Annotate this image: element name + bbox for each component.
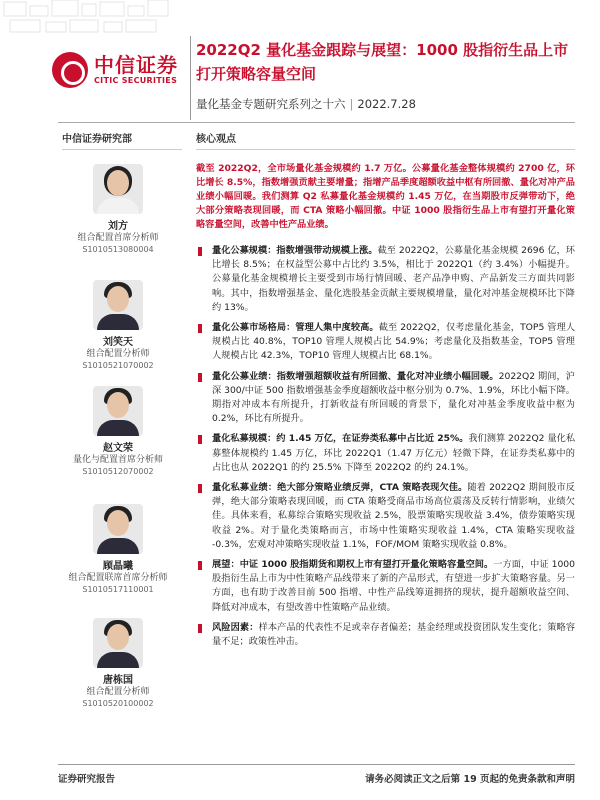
footer-rule [58,764,575,765]
avatar [93,280,143,330]
header-divider [190,36,191,120]
logo-cn: 中信证券 [94,53,178,77]
series-name: 量化基金专题研究系列之十六 [196,97,346,111]
research-dept-heading: 中信证券研究部 [62,130,182,150]
section-private-performance [196,481,575,552]
section-outlook [196,558,575,615]
analyst-license: S1010521070002 [82,361,154,370]
analyst-license: S1010517110001 [82,585,154,594]
analyst-name: 刘笑天 [103,337,133,348]
section-private-scale [196,432,575,475]
avatar [93,504,143,554]
report-title: 2022Q2 量化基金跟踪与展望：1000 股指衍生品上市打开策略容量空间 [196,41,569,83]
analyst-name: 顾晶曦 [103,561,133,572]
section-head: 量化私募业绩：绝大部分策略业绩反弹，CTA 策略表现欠佳。 [212,482,468,494]
section-head: 量化公募业绩：指数增强超额收益有所回撤、量化对冲业绩小幅回暖。 [212,370,499,382]
section-body: 一方面，中证 1000 股指衍生品上市为中性策略产品线带来了新的产品形式，有望进一步扩大策略容量。另一方面，也有助于改善目前 500 指增、中性产品线筹道拥挤的现状，提升超额收益空间、降低对冲成本，有望改善中性策略产品业绩。 [212,559,575,613]
section-market [196,321,575,364]
section-head: 量化私募规模：约 1.45 万亿，在证券类私募中占比近 25%。 [212,433,469,445]
section-head: 量化公募市场格局：管理人集中度较高。 [212,322,379,334]
section-body: 截至 2022Q2，公募量化基金规模 2696 亿，环比增长 8.5%；在权益型公募中占比约 3.5%，相比于 2022Q1（约 3.4%）小幅提升。公募量化基金规模增长主要受到市场行情回暖、老产品净申购、产品新发三方面共同影响。其中，指数增强基金、量化选股基金贡献主要规模增量，量化对冲基金规模环比下降约 13%。 [212,245,575,313]
section-body: 我们测算 2022Q2 量化私募整体规模约 1.45 万亿，环比 2022Q1（1.47 万亿元）轻微下降，在证券类私募中的占比也从 2022Q1 的约 25.5% 下降至 2022Q2 的约 24.1%。 [212,433,576,473]
section-body: 2022Q2 期间，沪深 300/中证 500 指数增强基金季度超额收益中枢分别为 0.7%、1.9%，环比小幅下降。期指对冲成本有所提升，打新收益有所回暖的背景下，量化对冲基金季度收益中枢为 0.2%，环比有所提升。 [212,370,575,425]
section-head: 量化公募规模：指数增强带动规模上涨。 [212,245,378,256]
analyst-name: 赵文荣 [103,443,133,454]
report-date: 2022.7.28 [357,97,416,111]
analyst-license: S1010513080004 [82,245,154,254]
analyst-card [58,618,178,708]
analyst-name: 唐栋国 [103,675,133,686]
logo-en: CITIC SECURITIES [94,76,178,85]
core-view-column [196,130,575,649]
section-performance [196,370,575,427]
analyst-card [58,164,178,254]
section-body: 截至 2022Q2，仅考虑量化基金，TOP5 管理人规模占比 40.8%，TOP10 管理人规模占比 54.9%；考虑量化及指数基金，TOP5 管理人规模占比 42.3%，TOP10 管理人规模占比 68.1%。 [212,322,576,362]
analyst-column [58,130,178,708]
core-view-heading: 核心观点 [196,130,575,150]
citic-logo-icon [52,52,88,88]
disclaimer-notice: 请务必阅读正文之后第 19 页起的免责条款和声明 [365,774,575,785]
avatar [93,164,143,214]
series-separator: | [349,97,354,111]
section-body: 样本产品的代表性不足或幸存者偏差；基金经理或投资团队发生变化；策略容量不足；政策性冲击。 [212,621,576,648]
analyst-card [58,504,178,594]
section-scale [196,244,575,315]
header-decoration [0,0,190,38]
analyst-license: S1010520100002 [82,699,154,708]
analyst-role: 组合配置首席分析师 [77,233,159,243]
analyst-role: 量化与配置首席分析师 [72,455,163,465]
section-head: 展望：中证 1000 股指期货和期权上市有望打开量化策略容量空间。 [212,559,494,571]
avatar [93,618,143,668]
analyst-role: 组合配置分析师 [86,687,150,697]
analyst-card [58,280,178,370]
footer-label: 证券研究报告 [58,774,116,785]
section-head: 风险因素： [212,621,259,633]
header-rule [58,122,575,123]
analyst-role: 组合配置分析师 [86,349,150,359]
section-risk [196,621,575,649]
analyst-name: 刘方 [108,221,128,232]
analyst-role: 组合配置联席首席分析师 [68,573,168,583]
analyst-license: S1010512070002 [82,467,154,476]
citic-logo [52,52,178,88]
analyst-card [58,386,178,476]
section-body: 随着 2022Q2 期间股市反弹，绝大部分策略表现回暖，而 CTA 策略受商品市场高位震荡及反转行情影响，业绩欠佳。具体来看，私募综合策略实现收益 2.5%，股票策略实现收益 3.4%，债券策略实现收益 2%。对于量化类策略而言，市场中性策略实现收益 1.4%，CTA 策略实现收益 -0.3%，宏观对冲策略实现收益 1.1%，FOF/MOM 策略实现收益 0.8%。 [212,482,575,550]
summary-paragraph: 截至 2022Q2，全市场量化基金规模约 1.7 万亿。公募量化基金整体规模约 2700 亿，环比增长 8.5%，指数增强贡献主要增量；指增产品季度超额收益中枢有所回撤、量化对冲产品业绩小幅回暖。我们测算 Q2 私募量化基金规模约 1.45 万亿，在当期股市反弹带动下，绝大部分策略表现回暖，而 CTA 策略小幅回撤。中证 1000 股指衍生品上市有望打开量化策略容量空间，改善中性产品业绩。 [196,163,575,230]
avatar [93,386,143,436]
report-series [196,96,416,112]
